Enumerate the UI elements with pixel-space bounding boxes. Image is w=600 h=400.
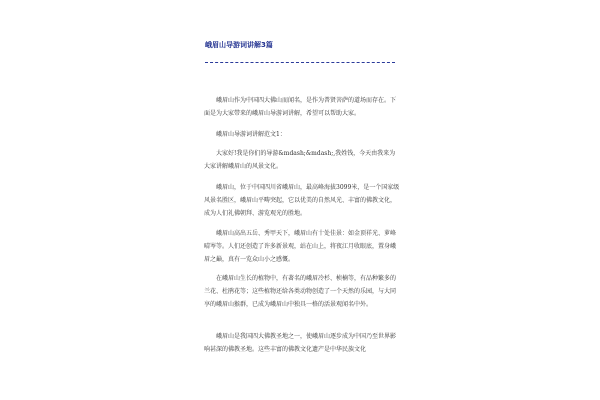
plants-paragraph: 在峨眉山生长的植物中，有著名的峨眉冷杉、桢楠等，有品种繁多的兰花、杜鹃花等；这些植物还给各类动物创造了一个天然的乐园，与大同享的峨眉山猴群，已成为峨眉山中独具一格的活景观闻名中外。: [204, 275, 397, 308]
location-paragraph: 峨眉山，位于中国四川省峨眉山，最高峰海拔3099米，是一个国家级风景名胜区，峨眉山平畴突起，它以优美的自然风光、丰富的佛教文化，成为人们礼佛朝拜、游览观光的胜地。: [204, 184, 400, 217]
section-heading-paragraph: 峨眉山导游词讲解范文1：: [216, 131, 286, 138]
buddhism-paragraph: 峨眉山是我国四大佛教圣地之一，使峨眉山逐步成为中国乃至世界影响甚深的佛教圣地。这些丰富的佛教文化遗产是中华民族文化: [204, 333, 397, 353]
document-title: 峨眉山导游词讲解3篇: [205, 41, 273, 49]
greeting-paragraph: 大家好!我是你们的导游&mdash;&mdash;,我姓钱，今天由我来为大家讲解峨眉山的风景文化。: [204, 150, 396, 170]
scenery-paragraph: 峨眉山高出五岳、秀甲天下，峨眉山有十处佳景：如金顶祥光、萝峰晴岑等。人们还创造了许多新景观，站在山上，将夜江月收眼底，置身峨眉之巅，真有一览众山小之感慨。: [204, 230, 397, 263]
title-divider: [205, 62, 395, 63]
intro-paragraph: 峨眉山作为中国四大佛山而闻名，是作为普贤菩萨的道场而存在。下面是为大家带来的峨眉山导游词讲解，希望可以帮助大家。: [204, 97, 397, 117]
